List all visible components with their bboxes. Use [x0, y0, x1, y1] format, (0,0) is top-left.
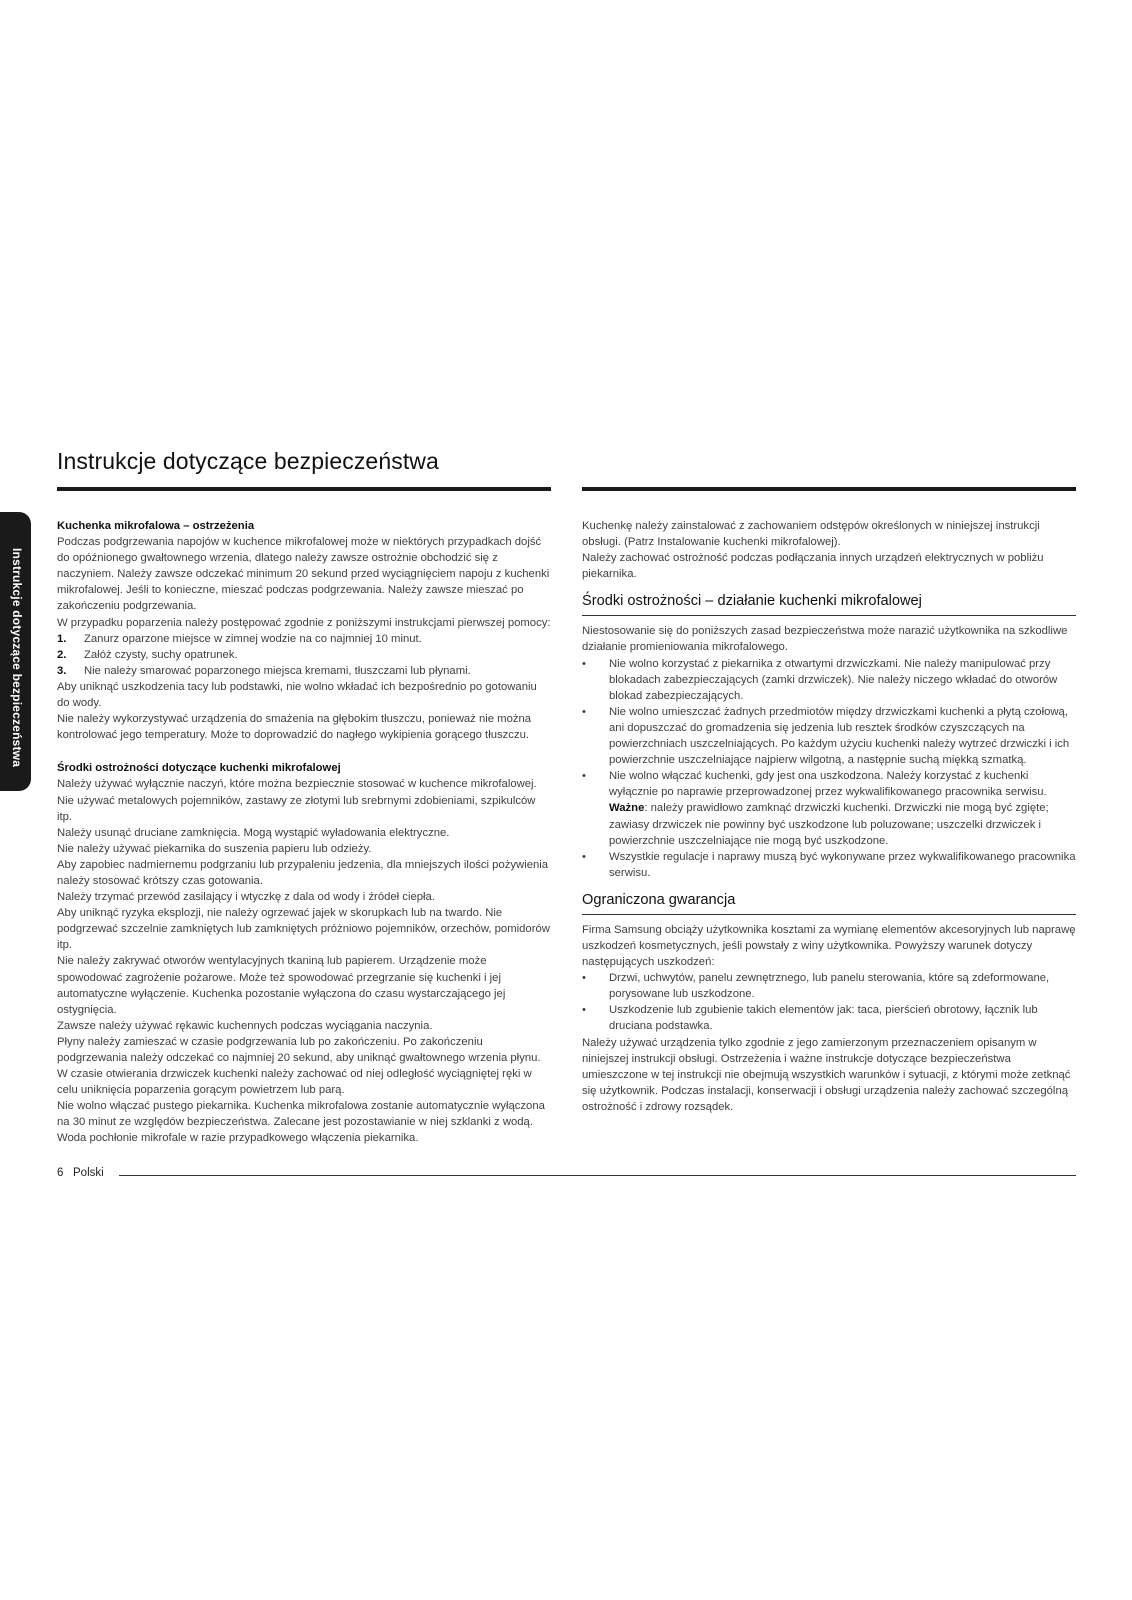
- first-aid-steps: [57, 631, 551, 679]
- paragraph: Nie należy zakrywać otworów wentylacyjnych tkaniną lub papierem. Urządzenie może spowodować zagrożenie pożarowe. Może też spowodować przegrzanie się kuchenki i jej automatyczne wyłączenie. Kuchenka pozostanie wyłączona do czasu wystarczającego jej ostygnięcia.: [57, 955, 506, 1016]
- paragraph: Należy używać wyłącznie naczyń, które można bezpiecznie stosować w kuchence mikrofalowej. Nie używać metalowych pojemników, zastawy ze złotymi lub srebrnymi zdobieniami, szpikulców itp.: [57, 778, 537, 823]
- list-item: [582, 704, 1076, 768]
- page-number: 6: [57, 1167, 64, 1179]
- warranty-bullets: [582, 970, 1076, 1034]
- list-item: [582, 768, 1076, 848]
- paragraph: W przypadku poparzenia należy postępować zgodnie z poniższymi instrukcjami pierwszej pomocy:: [57, 616, 551, 629]
- important-label: Ważne: [609, 802, 645, 815]
- paragraph: Płyny należy zamieszać w czasie podgrzewania lub po zakończeniu. Po zakończeniu podgrzewania należy odczekać co najmniej 20 sekund, aby uniknąć gwałtownego wrzenia płynu.: [57, 1035, 541, 1064]
- step-number: 3.: [57, 664, 67, 677]
- bullet-icon: •: [582, 657, 586, 670]
- section-heading-microwave-warnings: Kuchenka mikrofalowa – ostrzeżenia: [57, 520, 255, 532]
- bullet-icon: •: [582, 770, 586, 783]
- side-tab-label: Instrukcje dotyczące bezpieczeństwa: [10, 548, 24, 768]
- paragraph: Należy usunąć druciane zamknięcia. Mogą wystąpić wyładowania elektryczne.: [57, 826, 450, 839]
- list-item: [582, 1002, 1076, 1034]
- paragraph: Firma Samsung obciąży użytkownika kosztami za wymianę elementów akcesoryjnych lub naprawę uszkodzeń kosmetycznych, jeśli powstały z winy użytkownika. Powyższy warunek dotyczy następujących uszkodzeń:: [582, 923, 1076, 969]
- paragraph: Należy trzymać przewód zasilający i wtyczkę z dala od wody i źródeł ciepła.: [57, 891, 435, 904]
- step-text: Nie należy smarować poparzonego miejsca kremami, tłuszczami lub płynami.: [84, 664, 471, 677]
- bullet-text: : należy prawidłowo zamknąć drzwiczki kuchenki. Drzwiczki nie mogą być zgięte; zawiasy drzwiczek nie powinny być uszkodzone lub poluzowane; uszczelki drzwiczek i powierzchnie uszczelniające nie mogą być uszkodzone.: [609, 802, 1049, 847]
- step-number: 1.: [57, 632, 67, 645]
- paragraph: Kuchenkę należy zainstalować z zachowaniem odstępów określonych w niniejszej instrukcji obsługi. (Patrz Instalowanie kuchenki mikrofalowej).: [582, 520, 1040, 549]
- section-heading-operation-precautions: Środki ostrożności – działanie kuchenki mikrofalowej: [582, 592, 1076, 616]
- bullet-text: Nie wolno korzystać z piekarnika z otwartymi drzwiczkami. Nie należy manipulować przy blokadach zabezpieczających (zamki drzwiczek). Nie należy niczego wkładać do otworów blokad zabezpieczających.: [609, 657, 1058, 702]
- list-item: [57, 631, 551, 647]
- bullet-icon: •: [582, 850, 586, 863]
- paragraph: Aby zapobiec nadmiernemu podgrzaniu lub przypaleniu jedzenia, dla mniejszych ilości pożywienia należy stosować krótszy czas gotowania.: [57, 858, 549, 887]
- bullet-icon: •: [582, 972, 586, 985]
- bullet-icon: •: [582, 1004, 586, 1017]
- paragraph: W czasie otwierania drzwiczek kuchenki należy zachować od niej odległość wyciągniętej ręki w celu uniknięcia poparzenia gorącym powietrzem lub parą.: [57, 1068, 532, 1097]
- bullet-text: Drzwi, uchwytów, panelu zewnętrznego, lub panelu sterowania, które są zdeformowane, porysowane lub uszkodzone.: [609, 972, 1050, 1001]
- bullet-text: Uszkodzenie lub zgubienie takich elementów jak: taca, pierścień obrotowy, łącznik lub druciana podstawka.: [609, 1004, 1038, 1033]
- list-item: [582, 656, 1076, 704]
- list-item: [57, 663, 551, 679]
- step-text: Załóż czysty, suchy opatrunek.: [84, 648, 238, 661]
- paragraph: Należy używać urządzenia tylko zgodnie z jego zamierzonym przeznaczeniem opisanym w niniejszej instrukcji obsługi. Ostrzeżenia i ważne instrukcje dotyczące bezpieczeństwa umieszczone w tej instrukcji nie obejmują wszystkich warunków i sytuacji, z którymi może zetknąć się użytkownik. Podczas instalacji, konserwacji i obsługi urządzenia należy zachować szczególną ostrożność i zdrowy rozsądek.: [582, 1036, 1071, 1113]
- operation-bullets: [582, 656, 1076, 881]
- title-rule-left: [57, 487, 551, 491]
- list-item: [582, 849, 1076, 881]
- paragraph: Aby uniknąć uszkodzenia tacy lub podstawki, nie wolno wkładać ich bezpośrednio po gotowaniu do wody.: [57, 680, 537, 710]
- paragraph: Należy zachować ostrożność podczas podłączania innych urządzeń elektrycznych w pobliżu piekarnika.: [582, 552, 1044, 581]
- section-heading-microwave-precautions: Środki ostrożności dotyczące kuchenki mikrofalowej: [57, 762, 341, 775]
- paragraph: Podczas podgrzewania napojów w kuchence mikrofalowej może w niektórych przypadkach dojść do opóźnionego gwałtownego wrzenia, dlatego należy zawsze ostrożnie obchodzić się z naczyniem. Należy zawsze odczekać minimum 20 sekund przed wyciągnięciem napoju z kuchenki mikrofalowej. Jeśli to konieczne, mieszać podczas podgrzewania. Należy zawsze mieszać po zakończeniu podgrzewania.: [57, 536, 550, 613]
- page-title: Instrukcje dotyczące bezpieczeństwa: [57, 448, 439, 474]
- list-item: [57, 647, 551, 663]
- paragraph: Nie wolno włączać pustego piekarnika. Kuchenka mikrofalowa zostanie automatycznie wyłączona na 30 minut ze względów bezpieczeństwa. Zalecane jest pozostawianie w niej szklanki z wodą. Woda pochłonie mikrofale w razie przypadkowego włączenia piekarnika.: [57, 1100, 545, 1145]
- paragraph: Aby uniknąć ryzyka eksplozji, nie należy ogrzewać jajek w skorupkach lub na twardo. Nie podgrzewać szczelnie zamkniętych lub zamkniętych próżniowo pojemników, orzechów, pomidorów itp.: [57, 907, 550, 952]
- paragraph: Niestosowanie się do poniższych zasad bezpieczeństwa może narazić użytkownika na szkodliwe działanie promieniowania mikrofalowego.: [582, 625, 1068, 654]
- right-column: [582, 518, 1076, 1115]
- paragraph: Nie należy używać piekarnika do suszenia papieru lub odzieży.: [57, 842, 372, 855]
- section-heading-limited-warranty: Ograniczona gwarancja: [582, 891, 1076, 915]
- paragraph: Nie należy wykorzystywać urządzenia do smażenia na głębokim tłuszczu, ponieważ nie można kontrolować jego temperatury. Może to doprowadzić do nagłego wykipienia gorącego tłuszczu.: [57, 713, 532, 742]
- footer-language: Polski: [73, 1167, 104, 1179]
- bullet-icon: •: [582, 705, 586, 718]
- page-footer: [57, 1167, 1076, 1183]
- left-column: [57, 518, 551, 1147]
- title-rule-right: [582, 487, 1076, 491]
- list-item: [582, 970, 1076, 1002]
- bullet-text: Wszystkie regulacje i naprawy muszą być wykonywane przez wykwalifikowanego pracownika serwisu.: [609, 850, 1076, 879]
- step-number: 2.: [57, 648, 67, 661]
- footer-rule: [119, 1175, 1076, 1176]
- bullet-text: Nie wolno włączać kuchenki, gdy jest ona uszkodzona. Należy korzystać z kuchenki wyłącznie po naprawie przeprowadzonej przez wykwalifikowanego pracownika serwisu.: [609, 770, 1047, 799]
- paragraph: Zawsze należy używać rękawic kuchennych podczas wyciągania naczynia.: [57, 1019, 433, 1032]
- bullet-text: Nie wolno umieszczać żadnych przedmiotów między drzwiczkami kuchenki a płytą czołową, ani dopuszczać do gromadzenia się jedzenia lub resztek środków czyszczących na powierzchniach uszczelniających. Po każdym użyciu kuchenki należy wytrzeć drzwiczki i ich powierzchnie uszczelniające najpierw wilgotną, a następnie suchą miękką szmatką.: [609, 705, 1070, 767]
- step-text: Zanurz oparzone miejsce w zimnej wodzie na co najmniej 10 minut.: [84, 632, 422, 645]
